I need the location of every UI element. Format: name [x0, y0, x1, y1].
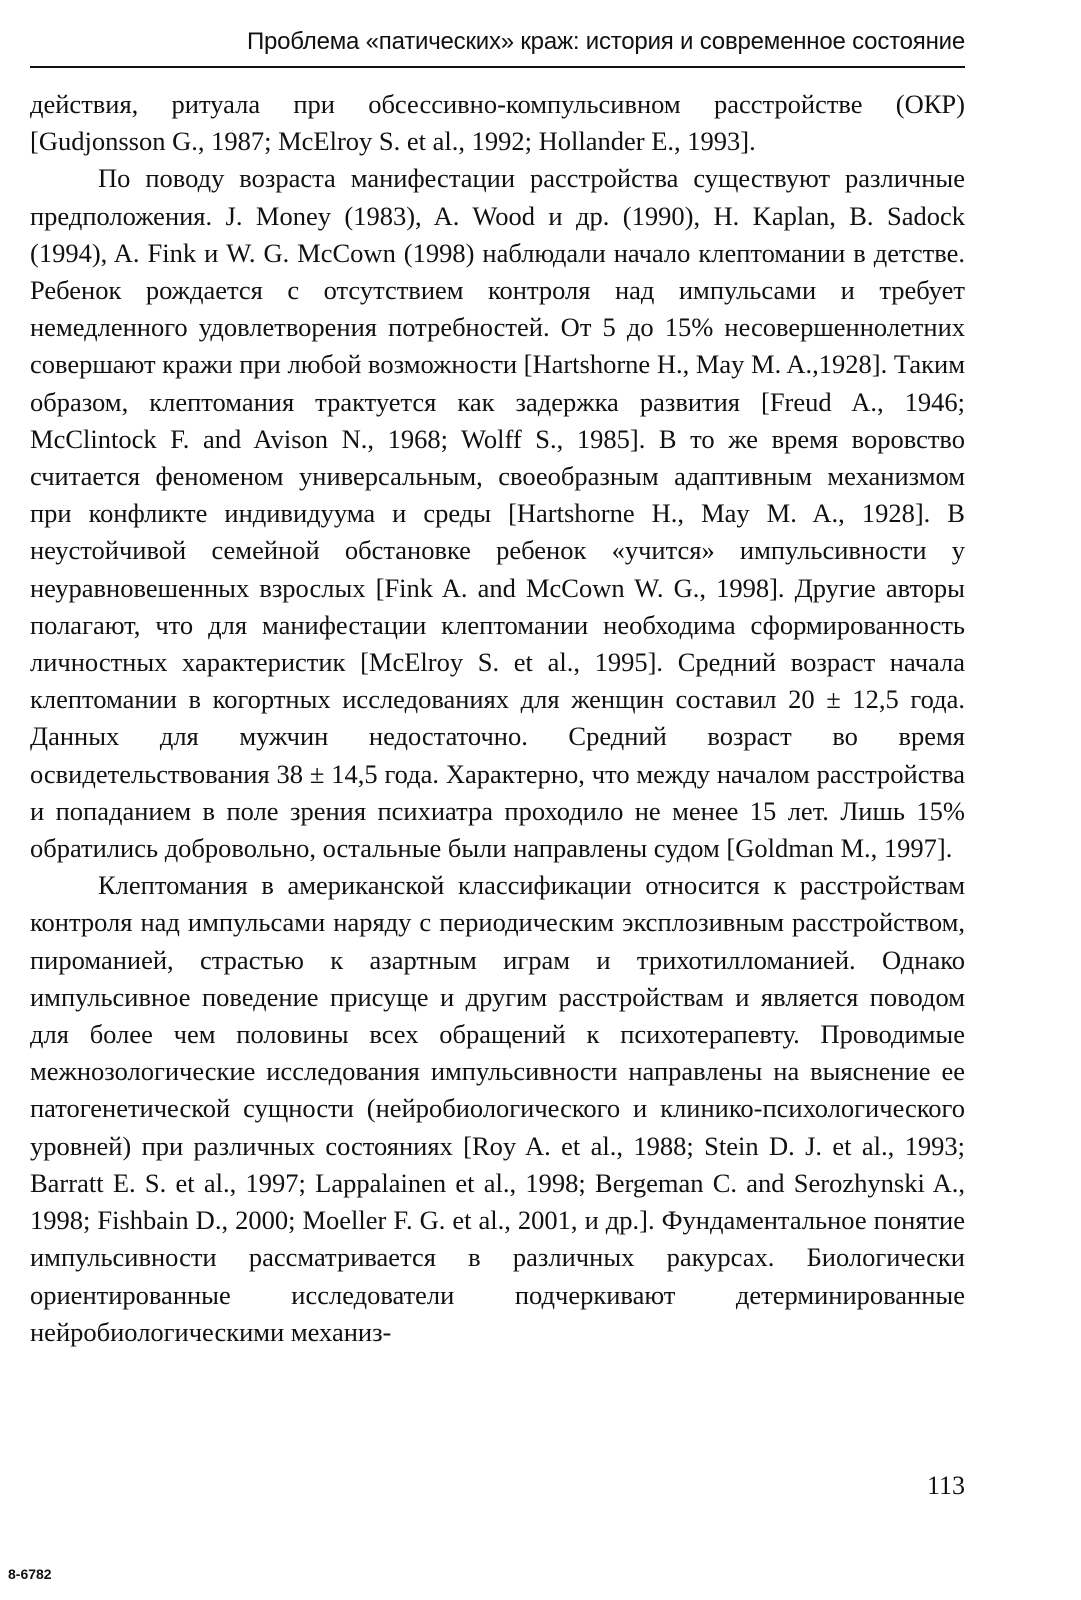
body-text — [30, 86, 965, 1351]
signature-mark: 8-6782 — [8, 1566, 52, 1582]
running-header: Проблема «патических» краж: история и современное состояние — [246, 28, 965, 55]
page-number: 113 — [926, 1471, 965, 1500]
header-rule — [30, 66, 965, 68]
paragraph-3: Клептомания в американской классификации относится к расстройствам контроля над импульсами наряду с периодическим эксплозивным расстройством, пироманией, страстью к азартным играм и трихотилломанией. Однако импульсивное поведение присуще и другим расстройствам и является поводом для более чем половины всех обращений к психотерапевту. Проводимые межнозологические исследования импульсивности направлены на выяснение ее патогенетической сущности (нейробиологического и клинико-психологического уровней) при различных состояниях [Roy A. et al., 1988; Stein D. J. et al., 1993; Barratt E. S. et al., 1997; Lappalainen et al., 1998; Bergeman C. and Serozhynski A., 1998; Fishbain D., 2000; Moeller F. G. et al., 2001, и др.]. Фундаментальное понятие импульсивности рассматривается в различных ракурсах. Биологически ориентированные исследователи подчеркивают детерминированные нейробиологическими механиз- — [30, 870, 965, 1347]
paragraph-2: По поводу возраста манифестации расстройства существуют различные предположения. J. Money (1983), A. Wood и др. (1990), H. Kaplan, B. Sadock (1994), A. Fink и W. G. McCown (1998) наблюдали начало клептомании в детстве. Ребенок рождается с отсутствием контроля над импульсами и требует немедленного удовлетворения потребностей. От 5 до 15% несовершеннолетних совершают кражи при любой возможности [Hartshorne H., May M. A.,1928]. Таким образом, клептомания трактуется как задержка развития [Freud A., 1946; McClintock F. and Avison N., 1968; Wolff S., 1985]. В то же время воровство считается феноменом универсальным, своеобразным адаптивным механизмом при конфликте индивидуума и среды [Hartshorne H., May M. A., 1928]. В неустойчивой семейной обстановке ребенок «учится» импульсивности у неуравновешенных взрослых [Fink A. and McCown W. G., 1998]. Другие авторы полагают, что для манифестации клептомании необходима сформированность личностных характеристик [McElroy S. et al., 1995]. Средний возраст начала клептомании в когортных исследованиях для женщин составил 20 ± 12,5 года. Данных для мужчин недостаточно. Средний возраст во время освидетельствования 38 ± 14,5 года. Характерно, что между началом расстройства и попаданием в поле зрения психиатра проходило не менее 15 лет. Лишь 15% обратились добровольно, остальные были направлены судом [Goldman M., 1997]. — [30, 163, 965, 864]
paragraph-1: действия, ритуала при обсессивно-компульсивном расстройстве (ОКР) [Gudjonsson G., 1987; McElroy S. et al., 1992; Hollander E., 1993]. — [30, 89, 965, 157]
